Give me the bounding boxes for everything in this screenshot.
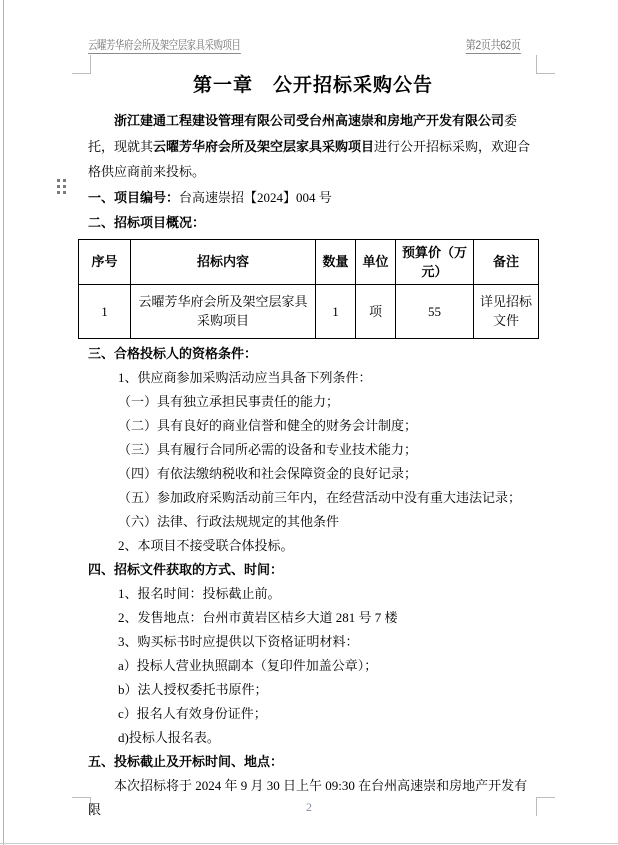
col-header-index: 序号 bbox=[79, 239, 131, 284]
section-overview-heading: 二、招标项目概况： bbox=[88, 215, 206, 230]
dot bbox=[57, 191, 60, 194]
header-document-title: 云曜芳华府会所及架空层家具采购项目 bbox=[88, 38, 241, 52]
dot bbox=[63, 179, 66, 182]
qualification-item: （四）有依法缴纳税收和社会保障资金的良好记录； bbox=[118, 465, 418, 481]
dot bbox=[57, 185, 60, 188]
acquisition-item: 1、报名时间：投标截止前。 bbox=[118, 585, 281, 601]
dot bbox=[63, 185, 66, 188]
cell-unit: 项 bbox=[356, 284, 396, 338]
drag-handle-icon[interactable] bbox=[57, 179, 66, 194]
qualification-item: （六）法律、行政法规规定的其他条件 bbox=[118, 513, 340, 529]
qualification-item: （二）具有良好的商业信誉和健全的财务会计制度； bbox=[118, 417, 418, 433]
table-header-row bbox=[79, 239, 539, 284]
document-body bbox=[88, 70, 538, 822]
col-header-remark: 备注 bbox=[474, 239, 539, 284]
table-row bbox=[79, 284, 539, 338]
intro-text: 委托，现就其 bbox=[88, 113, 518, 154]
intro-text: 进行公开招标采购，欢迎合格供应商前来投标。 bbox=[88, 138, 531, 179]
acquisition-item: 3、购买标书时应提供以下资格证明材料： bbox=[118, 633, 359, 649]
project-number-value: 台高速崇招【2024】004 号 bbox=[179, 189, 332, 205]
project-name: 云曜芳华府会所及架空层家具采购项目 bbox=[153, 138, 375, 154]
section-document-acquisition-heading: 四、招标文件获取的方式、时间： bbox=[88, 561, 284, 577]
qualification-item: （一）具有独立承担民事责任的能力； bbox=[118, 393, 340, 409]
window-bottom-line bbox=[0, 843, 618, 844]
cell-index: 1 bbox=[79, 284, 131, 338]
header-page-indicator: 第2页共62页 bbox=[466, 38, 521, 52]
col-header-budget: 预算价（万元） bbox=[396, 239, 474, 284]
qualification-item: 2、本项目不接受联合体投标。 bbox=[118, 537, 294, 553]
project-overview-table bbox=[78, 239, 539, 339]
qualification-item: 1、供应商参加采购活动应当具备下列条件： bbox=[118, 369, 372, 385]
qualification-item: （三）具有履行合同所必需的设备和专业技术能力； bbox=[118, 441, 418, 457]
acquisition-item: c）报名人有效身份证件； bbox=[118, 705, 267, 721]
section-deadline-heading: 五、投标截止及开标时间、地点： bbox=[88, 753, 284, 769]
deadline-body: 本次招标将于 2024 年 9 月 30 日上午 09:30 在台州高速崇和房地产开发有限 bbox=[88, 777, 528, 817]
col-header-unit: 单位 bbox=[356, 239, 396, 284]
project-number-label: 一、项目编号： bbox=[88, 189, 180, 205]
qualification-item: （五）参加政府采购活动前三年内，在经营活动中没有重大违法记录； bbox=[118, 489, 522, 505]
cell-quantity: 1 bbox=[316, 284, 356, 338]
acquisition-item: b）法人授权委托书原件； bbox=[118, 681, 268, 697]
text-boundary-mark-icon bbox=[536, 55, 555, 74]
cell-budget: 55 bbox=[396, 284, 474, 338]
acquisition-item: d)投标人报名表。 bbox=[118, 729, 220, 745]
chapter-title: 第一章 公开招标采购公告 bbox=[192, 75, 433, 96]
section-project-number bbox=[88, 185, 538, 211]
footer-page-number: 2 bbox=[306, 800, 312, 814]
col-header-content: 招标内容 bbox=[131, 239, 316, 284]
window-edge-line bbox=[3, 0, 4, 845]
cell-remark: 详见招标文件 bbox=[474, 284, 539, 338]
col-header-quantity: 数量 bbox=[316, 239, 356, 284]
dot bbox=[57, 179, 60, 182]
dot bbox=[63, 191, 66, 194]
acquisition-item: 2、发售地点：台州市黄岩区桔乡大道 281 号 7 楼 bbox=[118, 609, 398, 625]
section-qualification-heading: 三、合格投标人的资格条件： bbox=[88, 345, 258, 361]
acquisition-item: a）投标人营业执照副本（复印件加盖公章）； bbox=[118, 657, 378, 673]
intro-paragraph bbox=[88, 108, 538, 185]
agency-and-client-names: 浙江建通工程建设管理有限公司受台州高速崇和房地产开发有限公司 bbox=[114, 113, 505, 128]
cell-content: 云曜芳华府会所及架空层家具采购项目 bbox=[131, 284, 316, 338]
